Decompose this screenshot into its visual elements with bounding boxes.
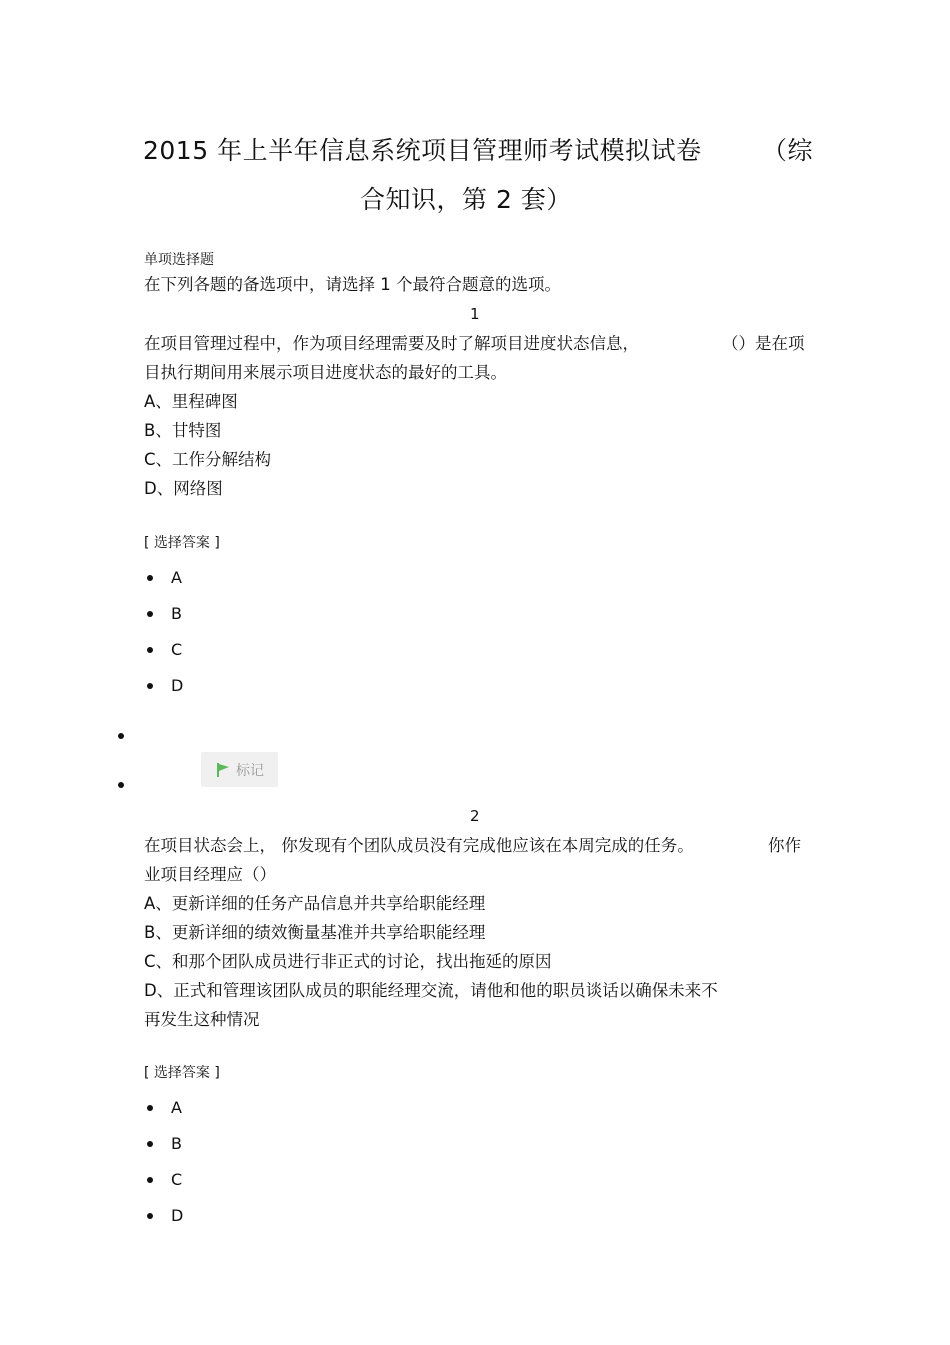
option-d: D、正式和管理该团队成员的职能经理交流，请他和他的职员谈话以确保未来不: [144, 981, 718, 1000]
question-number: 2: [470, 807, 480, 825]
answer-choice-label: B: [171, 1134, 182, 1153]
bullet-icon: [147, 1177, 153, 1183]
bullet-icon: [147, 1213, 153, 1219]
option-d-line2: 再发生这种情况: [144, 1010, 260, 1029]
option-d: D、网络图: [144, 479, 223, 498]
answer-choice-label: D: [171, 676, 184, 695]
page-title-line1: 2015 年上半年信息系统项目管理师考试模拟试卷: [143, 136, 702, 165]
question-stem: 在项目状态会上， 你发现有个团队成员没有完成他应该在本周完成的任务。: [144, 836, 694, 855]
answer-label: [ 选择答案 ]: [144, 535, 220, 551]
question-type-label: 单项选择题: [144, 252, 214, 268]
bullet-icon: [118, 733, 124, 739]
flag-icon: [215, 762, 231, 778]
mark-button[interactable]: [201, 752, 278, 787]
answer-choice-label: A: [171, 1098, 182, 1117]
bullet-icon: [147, 1105, 153, 1111]
bullet-icon: [118, 782, 124, 788]
page-title-line1-end: （综: [762, 136, 814, 165]
answer-choice-label: C: [171, 1170, 183, 1189]
option-c: C、和那个团队成员进行非正式的讨论，找出拖延的原因: [144, 952, 552, 971]
question-stem-end: （）是在项: [722, 334, 805, 353]
bullet-icon: [147, 683, 153, 689]
page-title-line2: 合知识，第 2 套）: [360, 185, 572, 214]
answer-choice-label: A: [171, 568, 182, 587]
question-stem: 在项目管理过程中，作为项目经理需要及时了解项目进度状态信息，: [144, 334, 639, 353]
bullet-icon: [147, 1141, 153, 1147]
answer-choice-label: C: [171, 640, 183, 659]
option-a: A、更新详细的任务产品信息并共享给职能经理: [144, 894, 486, 913]
option-b: B、更新详细的绩效衡量基准并共享给职能经理: [144, 923, 486, 942]
bullet-icon: [147, 575, 153, 581]
mark-button-label: 标记: [236, 762, 264, 779]
answer-choice-label: B: [171, 604, 182, 623]
bullet-icon: [147, 647, 153, 653]
answer-choice-label: D: [171, 1206, 184, 1225]
bullet-icon: [147, 611, 153, 617]
option-a: A、里程碑图: [144, 392, 238, 411]
instruction-text: 在下列各题的备选项中，请选择 1 个最符合题意的选项。: [144, 275, 561, 294]
question-stem-line2: 业项目经理应（）: [144, 865, 276, 884]
option-c: C、工作分解结构: [144, 450, 272, 469]
answer-label: [ 选择答案 ]: [144, 1065, 220, 1081]
option-b: B、甘特图: [144, 421, 222, 440]
question-stem-line2: 目执行期间用来展示项目进度状态的最好的工具。: [144, 363, 507, 382]
question-number: 1: [470, 305, 480, 323]
question-stem-end: 你作: [768, 836, 801, 855]
